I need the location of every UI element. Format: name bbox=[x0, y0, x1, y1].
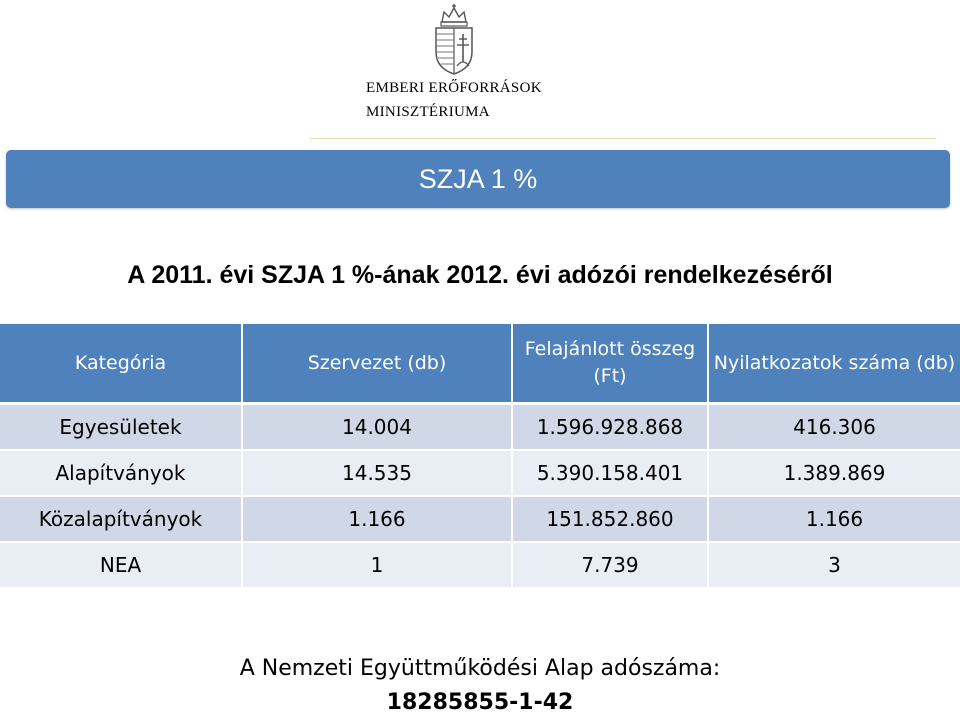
cell-category: Közalapítványok bbox=[0, 496, 242, 542]
title-banner bbox=[6, 150, 950, 208]
ministry-name-line1: EMBERI ERŐFORRÁSOK bbox=[366, 80, 542, 96]
cell-offered-amount: 7.739 bbox=[512, 542, 708, 588]
cell-organization-count: 14.535 bbox=[242, 450, 512, 496]
table-row bbox=[0, 450, 960, 496]
cell-offered-amount: 1.596.928.868 bbox=[512, 404, 708, 451]
cell-offered-amount: 151.852.860 bbox=[512, 496, 708, 542]
header-declaration-count: Nyilatkozatok száma (db) bbox=[708, 324, 960, 404]
slide-subtitle: A 2011. évi SZJA 1 %-ának 2012. évi adózói rendelkezéséről bbox=[127, 261, 833, 289]
cell-declaration-count: 3 bbox=[708, 542, 960, 588]
header-organization-count: Szervezet (db) bbox=[242, 324, 512, 404]
header-offered-amount: Felajánlott összeg (Ft) bbox=[512, 324, 708, 404]
hungarian-coat-of-arms-icon bbox=[428, 4, 480, 76]
ministry-name-line2: MINISZTÉRIUMA bbox=[366, 104, 490, 120]
cell-category: NEA bbox=[0, 542, 242, 588]
table-row bbox=[0, 496, 960, 542]
cell-category: Egyesületek bbox=[0, 404, 242, 451]
cell-declaration-count: 416.306 bbox=[708, 404, 960, 451]
cell-organization-count: 1.166 bbox=[242, 496, 512, 542]
header-category: Kategória bbox=[0, 324, 242, 404]
szja-table bbox=[0, 324, 960, 589]
cell-offered-amount: 5.390.158.401 bbox=[512, 450, 708, 496]
table-header-row bbox=[0, 324, 960, 404]
table-row bbox=[0, 404, 960, 451]
tax-number-label: A Nemzeti Együttműködési Alap adószáma: bbox=[239, 656, 721, 681]
cell-organization-count: 1 bbox=[242, 542, 512, 588]
cell-declaration-count: 1.166 bbox=[708, 496, 960, 542]
banner-title: SZJA 1 % bbox=[418, 164, 538, 194]
header-divider bbox=[310, 138, 936, 139]
ministry-header bbox=[0, 0, 960, 140]
cell-organization-count: 14.004 bbox=[242, 404, 512, 451]
cell-declaration-count: 1.389.869 bbox=[708, 450, 960, 496]
cell-category: Alapítványok bbox=[0, 450, 242, 496]
table-row bbox=[0, 542, 960, 588]
tax-number-value: 18285855-1-42 bbox=[386, 690, 574, 715]
